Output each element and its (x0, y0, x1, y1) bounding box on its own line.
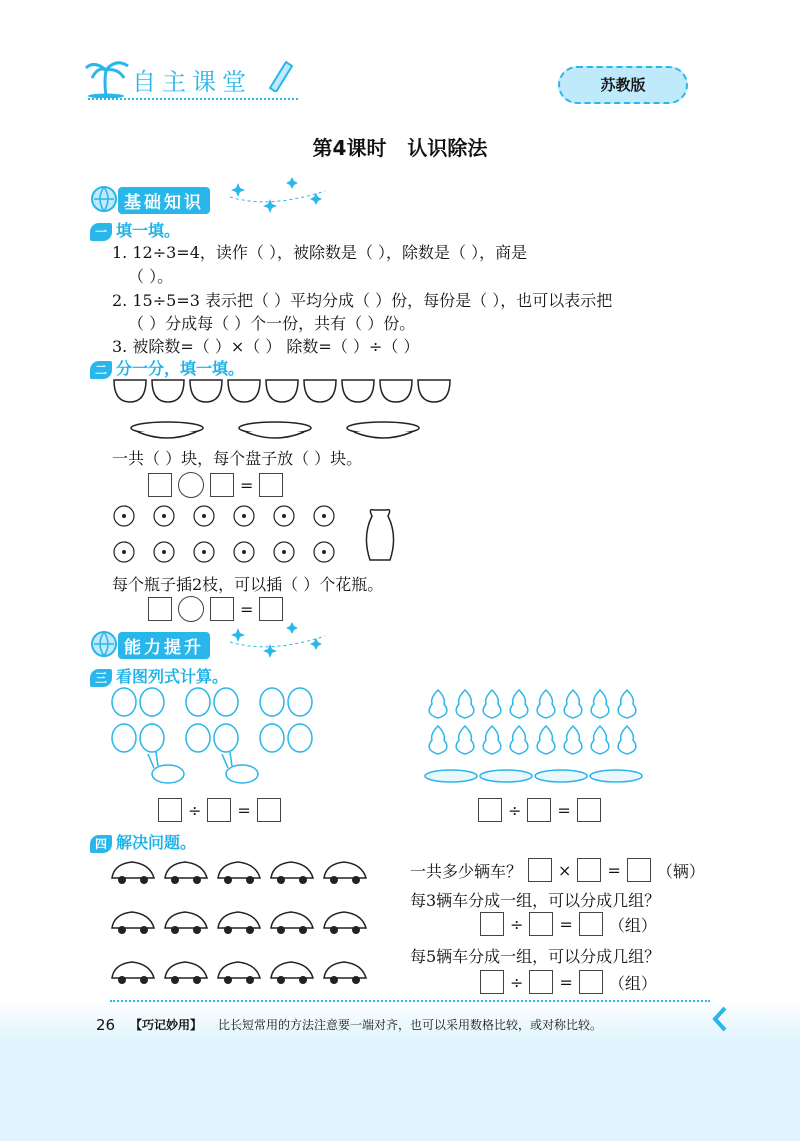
header-divider (88, 98, 298, 100)
answer-box[interactable] (259, 473, 283, 497)
flowers (108, 502, 408, 568)
equation-3-2 (478, 798, 601, 822)
part-title: 看图列式计算。 (116, 667, 229, 686)
operator-circle[interactable] (178, 596, 204, 622)
divide-sign: ÷ (508, 800, 522, 820)
unit-label: （组） (608, 973, 657, 993)
answer-box[interactable] (579, 970, 603, 994)
section-title: 能力提升 (118, 632, 210, 659)
cabbage-icon (112, 688, 312, 752)
flower-icon (114, 506, 334, 562)
globe-icon (90, 630, 118, 658)
pencil-icon (264, 58, 294, 92)
answer-box[interactable] (529, 970, 553, 994)
lesson-title: 第4课时 认识除法 (312, 136, 488, 160)
part3-heading (90, 664, 228, 686)
equals-sign: = (240, 599, 254, 619)
cars (110, 856, 370, 988)
answer-box[interactable] (478, 798, 502, 822)
equals-sign: = (559, 972, 573, 992)
answer-box[interactable] (257, 798, 281, 822)
equals-sign: = (559, 914, 573, 934)
sparkle-icon (230, 177, 330, 213)
equation-4-3 (480, 970, 657, 994)
palm-tree-icon (84, 56, 132, 98)
question-4-2: 每3辆车分成一组，可以分成几组？ (410, 891, 661, 910)
part-number: 二 (90, 361, 112, 379)
header-title: 自主课堂 (132, 68, 252, 96)
part-number: 四 (90, 835, 112, 853)
equation-3-1 (158, 798, 281, 822)
tip-label: 【巧记妙用】 (130, 1018, 203, 1032)
unit-label: （组） (608, 915, 657, 935)
rabbit-icon (148, 752, 258, 783)
footer-tip (130, 1016, 602, 1033)
part-title: 解决问题。 (116, 833, 197, 852)
question-2-1: 一共（ ）块，每个盘子放（ ）块。 (112, 449, 363, 468)
section-ability-improvement (90, 630, 330, 658)
divide-sign: ÷ (510, 914, 524, 934)
answer-box[interactable] (207, 798, 231, 822)
question-1-2: 2. 15÷5=3 表示把（ ）平均分成（ ）份，每份是（ ），也可以表示把 (112, 291, 613, 310)
section-basic-knowledge (90, 185, 330, 213)
question-2-2: 每个瓶子插2枝，可以插（ ）个花瓶。 (112, 575, 384, 594)
part-title: 填一填。 (116, 221, 181, 240)
answer-box[interactable] (210, 473, 234, 497)
divide-sign: ÷ (510, 972, 524, 992)
multiply-sign: × (558, 860, 572, 880)
part1-heading (90, 218, 180, 240)
watermelon-slices (112, 378, 452, 404)
answer-box[interactable] (158, 798, 182, 822)
part4-heading (90, 830, 196, 852)
plate-icon (425, 770, 642, 782)
question-4-3: 每5辆车分成一组，可以分成几组？ (410, 947, 661, 966)
question-1-1: 1. 12÷3=4，读作（ ），被除数是（ ），除数是（ ），商是 (112, 243, 528, 262)
chevron-left-icon (712, 1006, 728, 1032)
equals-sign: = (237, 800, 251, 820)
vase-icon (366, 510, 393, 560)
part2-heading (90, 356, 244, 378)
part-number: 一 (90, 223, 112, 241)
footer-divider (110, 1000, 710, 1002)
answer-box[interactable] (210, 597, 234, 621)
equation-4-2 (480, 912, 657, 936)
question-4-1 (410, 858, 705, 882)
car-icon (112, 862, 366, 978)
answer-box[interactable] (627, 858, 651, 882)
tip-text: 比长短常用的方法注意要一端对齐，也可以采用数格比较，或对称比较。 (218, 1018, 603, 1032)
question-1-1-cont: （ ）。 (128, 267, 174, 286)
divide-sign: ÷ (188, 800, 202, 820)
edition-badge: 苏教版 (558, 66, 688, 104)
page-number: 26 (96, 1016, 116, 1034)
equation-2-1 (148, 472, 283, 498)
question-1-2-cont: （ ）分成每（ ）个一份，共有（ ）份。 (128, 314, 416, 333)
equals-sign: = (557, 800, 571, 820)
section-title: 基础知识 (118, 187, 210, 214)
answer-box[interactable] (528, 858, 552, 882)
part-number: 三 (90, 669, 112, 687)
answer-box[interactable] (480, 912, 504, 936)
operator-circle[interactable] (178, 472, 204, 498)
sparkle-icon (230, 622, 330, 658)
globe-icon (90, 185, 118, 213)
watermelon-icon (114, 380, 450, 402)
pears-and-plates (424, 686, 648, 786)
pear-icon (429, 690, 636, 754)
answer-box[interactable] (148, 597, 172, 621)
part-title: 分一分，填一填。 (116, 359, 245, 378)
answer-box[interactable] (527, 798, 551, 822)
question-1-3: 3. 被除数=（ ）×（ ） 除数=（ ）÷（ ） (112, 337, 420, 356)
answer-box[interactable] (529, 912, 553, 936)
answer-box[interactable] (480, 970, 504, 994)
answer-box[interactable] (577, 798, 601, 822)
equals-sign: = (240, 475, 254, 495)
answer-box[interactable] (148, 473, 172, 497)
equals-sign: = (607, 860, 621, 880)
answer-box[interactable] (577, 858, 601, 882)
question-text: 一共多少辆车？ (410, 861, 523, 881)
equation-2-2 (148, 596, 283, 622)
plates (130, 420, 430, 444)
cabbages-and-rabbits (108, 686, 328, 786)
unit-label: （辆） (656, 861, 705, 881)
answer-box[interactable] (259, 597, 283, 621)
answer-box[interactable] (579, 912, 603, 936)
